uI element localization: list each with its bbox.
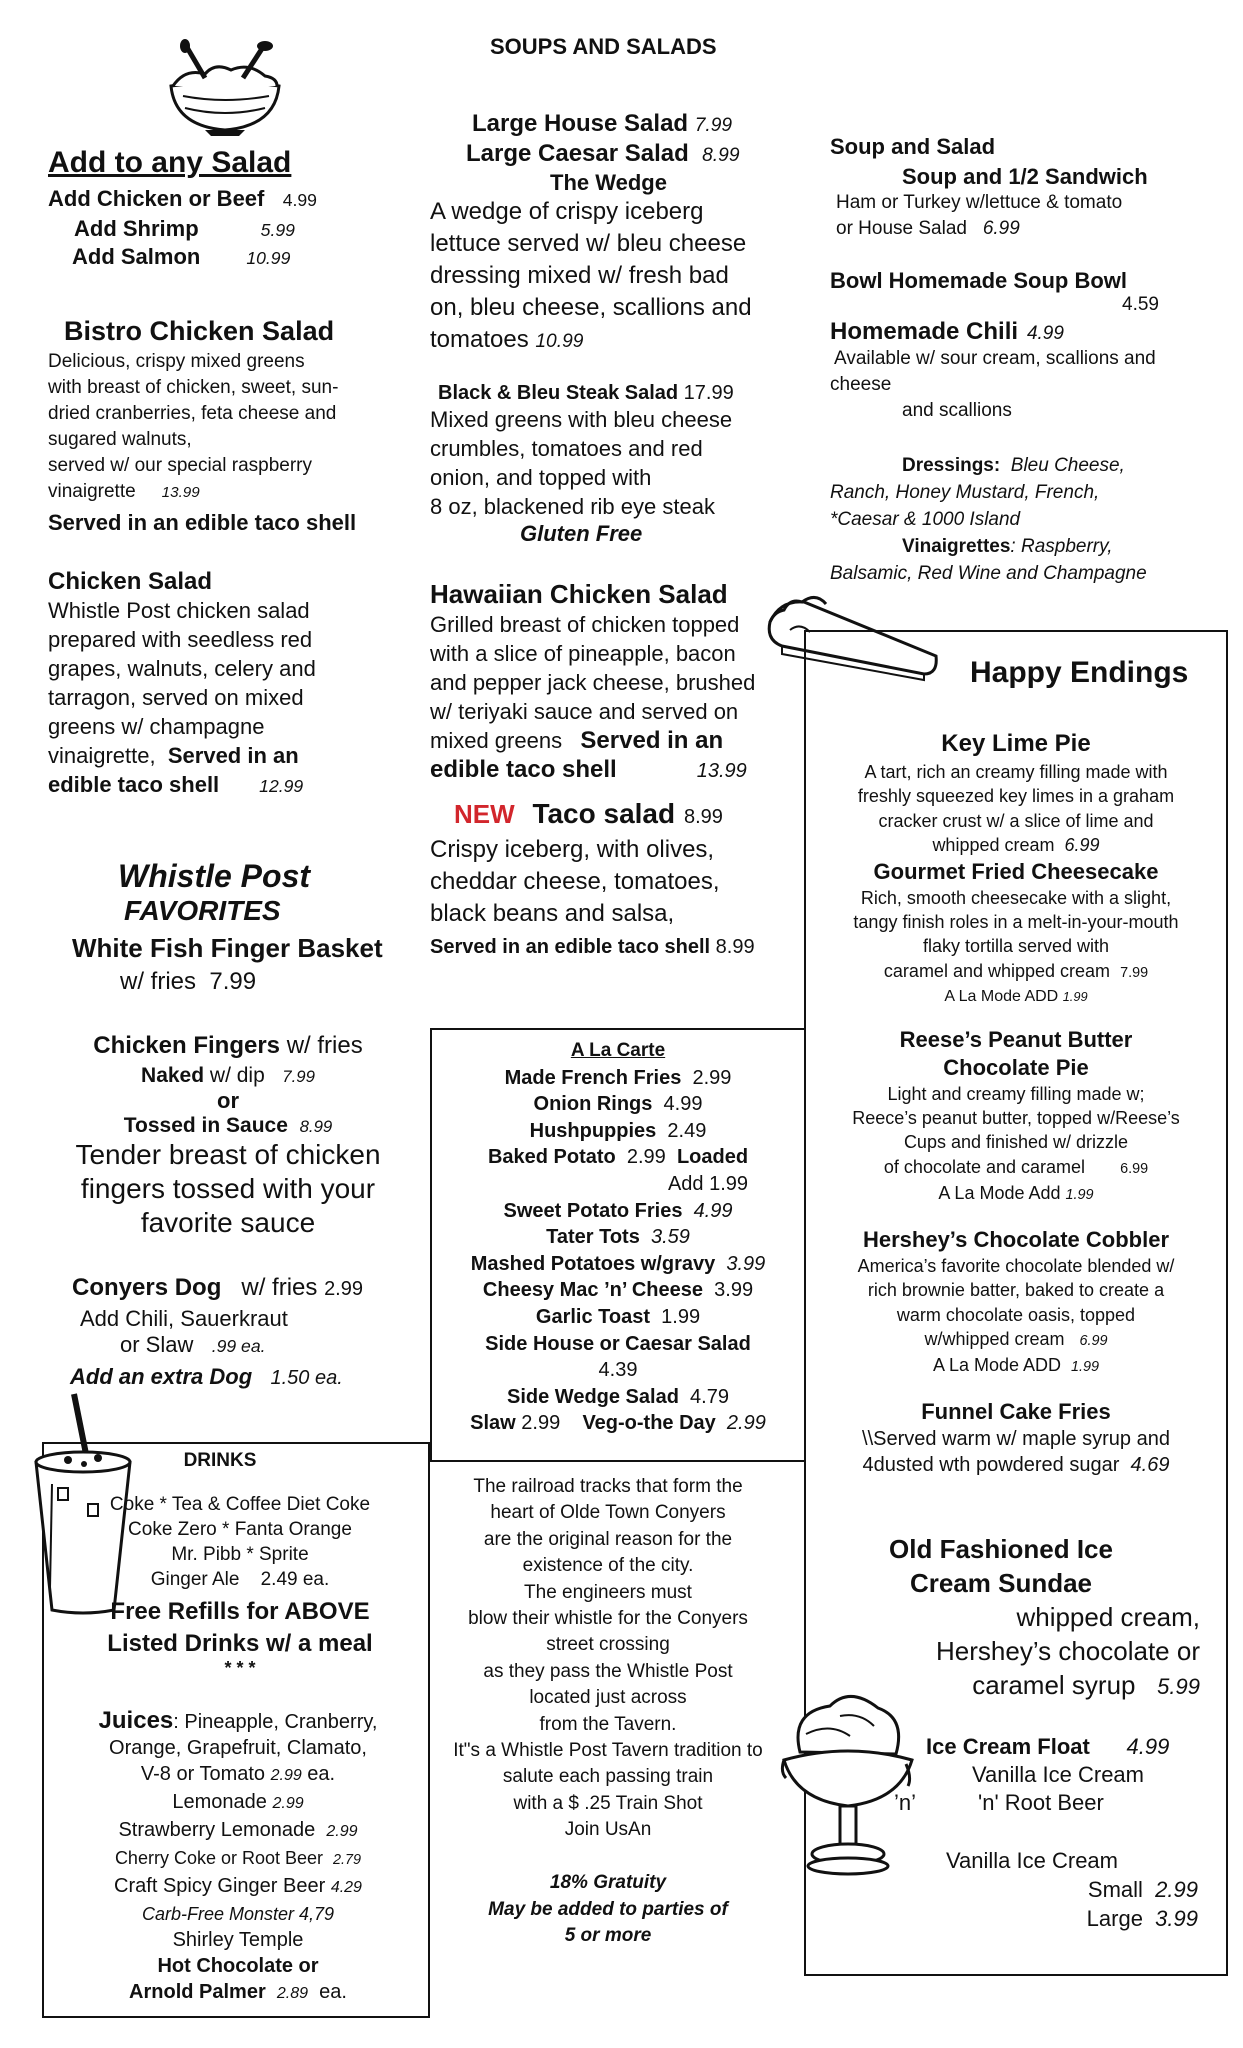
fish-basket-sub: w/ fries 7.99 bbox=[120, 968, 257, 995]
steak-desc: Mixed greens with bleu cheese crumbles, tomatoes and red onion, and topped with 8 oz, blackened rib eye steak bbox=[430, 407, 733, 519]
middle-column bbox=[430, 110, 800, 959]
ice-cream-sundae-icon bbox=[770, 1682, 920, 1882]
add-item: Add Shrimp 5.99 bbox=[74, 216, 295, 241]
conyers-dog: Conyers Dog w/ fries 2.99 bbox=[72, 1274, 363, 1301]
taco-note: Served in an edible taco shell 8.99 bbox=[430, 936, 755, 958]
bowl-soup: Bowl Homemade Soup Bowl bbox=[830, 268, 1128, 293]
vanilla-section: Vanilla Ice Cream Small 2.99 Large 3.99 bbox=[946, 1848, 1198, 1931]
wedge-title: The Wedge bbox=[550, 170, 667, 195]
add-item: Add Chicken or Beef 4.99 bbox=[48, 186, 317, 211]
taco-desc: Crispy iceberg, with olives, cheddar cheese, tomatoes, black beans and salsa, bbox=[430, 836, 720, 927]
chicken-fingers: Chicken Fingers w/ fries bbox=[93, 1032, 363, 1059]
stars: * * * bbox=[224, 1658, 256, 1678]
float-root-beer: ’n’ 'n' Root Beer bbox=[894, 1790, 1104, 1815]
drinks-content bbox=[70, 1450, 410, 1676]
salad-bowl-icon bbox=[165, 38, 285, 138]
fish-basket: White Fish Finger Basket bbox=[72, 933, 383, 963]
fingers-desc: Tender breast of chicken fingers tossed with your favorite sauce bbox=[75, 1139, 381, 1238]
bistro-desc: Delicious, crispy mixed greens with breast of chicken, sweet, sun- dried cranberries, feta cheese and sugared walnuts, served w/ our special raspberry vinaigrette 13.99 bbox=[48, 351, 339, 502]
favorites-title: Whistle Post bbox=[118, 858, 311, 894]
or-text: or bbox=[217, 1088, 239, 1113]
chicken-salad-title: Chicken Salad bbox=[48, 568, 213, 595]
gluten-free: Gluten Free bbox=[520, 521, 643, 546]
hawaiian-title: Hawaiian Chicken Salad bbox=[430, 579, 728, 609]
float-desc: Vanilla Ice Cream bbox=[972, 1762, 1144, 1787]
house-salad: Large House Salad 7.99 bbox=[472, 110, 733, 137]
right-column bbox=[830, 134, 1230, 587]
chili-desc: Available w/ sour cream, scallions and cheese and scallions bbox=[830, 348, 1156, 421]
bistro-title: Bistro Chicken Salad bbox=[64, 316, 335, 346]
railroad-story: The railroad tracks that form the heart of Olde Town Conyers are the original reason for the existence of the city. The engineers must blow their whistle for the Conyers street crossing as they pass the Whistle Post located just across from the Tavern. It"s a Whistle Post Tavern tradition to salute each passing train with a $ .25 Train Shot Join UsAn 18% Gratuity May be added to parties of 5 or more bbox=[453, 1476, 763, 1946]
dog-slaw: or Slaw .99 ea. bbox=[120, 1332, 266, 1357]
steak-salad: Black & Bleu Steak Salad 17.99 bbox=[438, 382, 734, 404]
endings-title: Happy Endings bbox=[970, 656, 1189, 689]
section-header: SOUPS AND SALADS bbox=[490, 34, 717, 59]
homemade-chili: Homemade Chili 4.99 bbox=[830, 318, 1064, 345]
caesar-salad: Large Caesar Salad 8.99 bbox=[466, 140, 740, 167]
naked-option: Naked w/ dip 7.99 bbox=[141, 1064, 315, 1087]
add-item: Add Salmon 10.99 bbox=[72, 244, 291, 269]
wedge-desc: A wedge of crispy iceberg lettuce served w/ bleu cheese dressing mixed w/ fresh bad on, bleu cheese, scallions and tomatoes 10.99 bbox=[430, 198, 752, 353]
dog-add: Add Chili, Sauerkraut bbox=[80, 1306, 288, 1331]
bowl-price: 4.59 bbox=[1122, 294, 1159, 315]
endings-content: Key Lime Pie A tart, rich an creamy filling made with freshly squeezed key limes in a graham cracker crust w/ a slice of lime and whipped cream 6.99 Gourmet Fried Cheesecake Rich, smooth cheesecake with a slight, tangy finish roles in a melt-in-your-mouth flaky tortilla served with caramel and whipped cream 7.99 A La Mode ADD 1.99 Reese’s Peanut Butter Chocolate Pie Light and creamy filling made w; Reece’s peanut butter, topped w/Reese’s Cups and finished w/ drizzle of chocolate and caramel 6.99 A La Mode Add 1.99 Hershey’s Chocolate Cobbler America’s favorite chocolate blended w/ rich brownie batter, baked to create a warm chocolate oasis, topped w/whipped cream 6.99 A La Mode ADD 1.99 Funnel Cake Fries \\Served warm w/ maple syrup and 4dusted wth powdered sugar 4.69 bbox=[852, 730, 1180, 1476]
dressings: Dressings: Bleu Cheese, Ranch, Honey Mustard, French, *Caesar & 1000 Island Vinaigrettes: Raspberry, Balsamic, Red Wine and Champagne bbox=[830, 455, 1147, 584]
drinks-list: Coke * Tea & Coffee Diet Coke Coke Zero * Fanta Orange Mr. Pibb * Sprite Ginger Ale 2.49 ea. bbox=[109, 1494, 371, 1590]
drinks-title: DRINKS bbox=[183, 1450, 257, 1471]
soup-salad: Soup and Salad bbox=[830, 134, 996, 159]
soup-sandwich: Soup and 1/2 Sandwich bbox=[902, 164, 1148, 189]
favorites-subtitle: FAVORITES bbox=[124, 895, 281, 926]
left-column bbox=[48, 146, 408, 801]
hawaiian-desc: Grilled breast of chicken topped with a slice of pineapple, bacon and pepper jack cheese, brushed w/ teriyaki sauce and served on mixed greens Served in an edible taco shell 13.99 bbox=[430, 612, 756, 783]
favorites-section bbox=[48, 858, 428, 1390]
free-refills: Free Refills for ABOVE Listed Drinks w/ a meal bbox=[107, 1598, 373, 1657]
carte-content: A La Carte Made French Fries 2.99 Onion Rings 4.99 Hushpuppies 2.49 Baked Potato 2.99 Loaded Add 1.99 Sweet Potato Fries 4.99 Tater Tots 3.59 Mashed Potatoes w/gravy 3.99 Cheesy Mac ’n’ Cheese 3.99 Garlic Toast 1.99 Side House or Caesar Salad 4.39 Side Wedge Salad 4.79 Slaw 2.99 Veg-o-the Day 2.99 bbox=[470, 1040, 766, 1435]
sandwich-desc: Ham or Turkey w/lettuce & tomato or House Salad 6.99 bbox=[836, 192, 1123, 239]
tossed-option: Tossed in Sauce 8.99 bbox=[123, 1114, 333, 1137]
ice-cream-float: Ice Cream Float 4.99 bbox=[926, 1734, 1170, 1759]
taco-salad: NEW Taco salad 8.99 bbox=[454, 798, 723, 829]
add-title: Add to any Salad bbox=[48, 146, 292, 179]
sundae-desc: whipped cream, Hershey’s chocolate or caramel syrup 5.99 bbox=[936, 1602, 1200, 1700]
extra-dog: Add an extra Dog 1.50 ea. bbox=[70, 1364, 343, 1389]
bistro-note: Served in an edible taco shell bbox=[48, 510, 357, 535]
float-section bbox=[894, 1734, 1206, 1816]
juices: Juices: Pineapple, Cranberry, Orange, Grapefruit, Clamato, V-8 or Tomato 2.99 ea. Lemonade 2.99 Strawberry Lemonade 2.99 Cherry Coke or Root Beer 2.79 Craft Spicy Ginger Beer 4.29 Carb-Free Monster 4,79 Shirley Temple Hot Chocolate or Arnold Palmer 2.89 ea. bbox=[98, 1707, 378, 2003]
chicken-salad-desc: Whistle Post chicken salad prepared with seedless red grapes, walnuts, celery and tarragon, served on mixed greens w/ champagne vinaigrette, Served in an edible taco shell 12.99 bbox=[48, 598, 316, 797]
sundae-section: Old Fashioned Ice Cream Sundae bbox=[889, 1534, 1113, 1598]
